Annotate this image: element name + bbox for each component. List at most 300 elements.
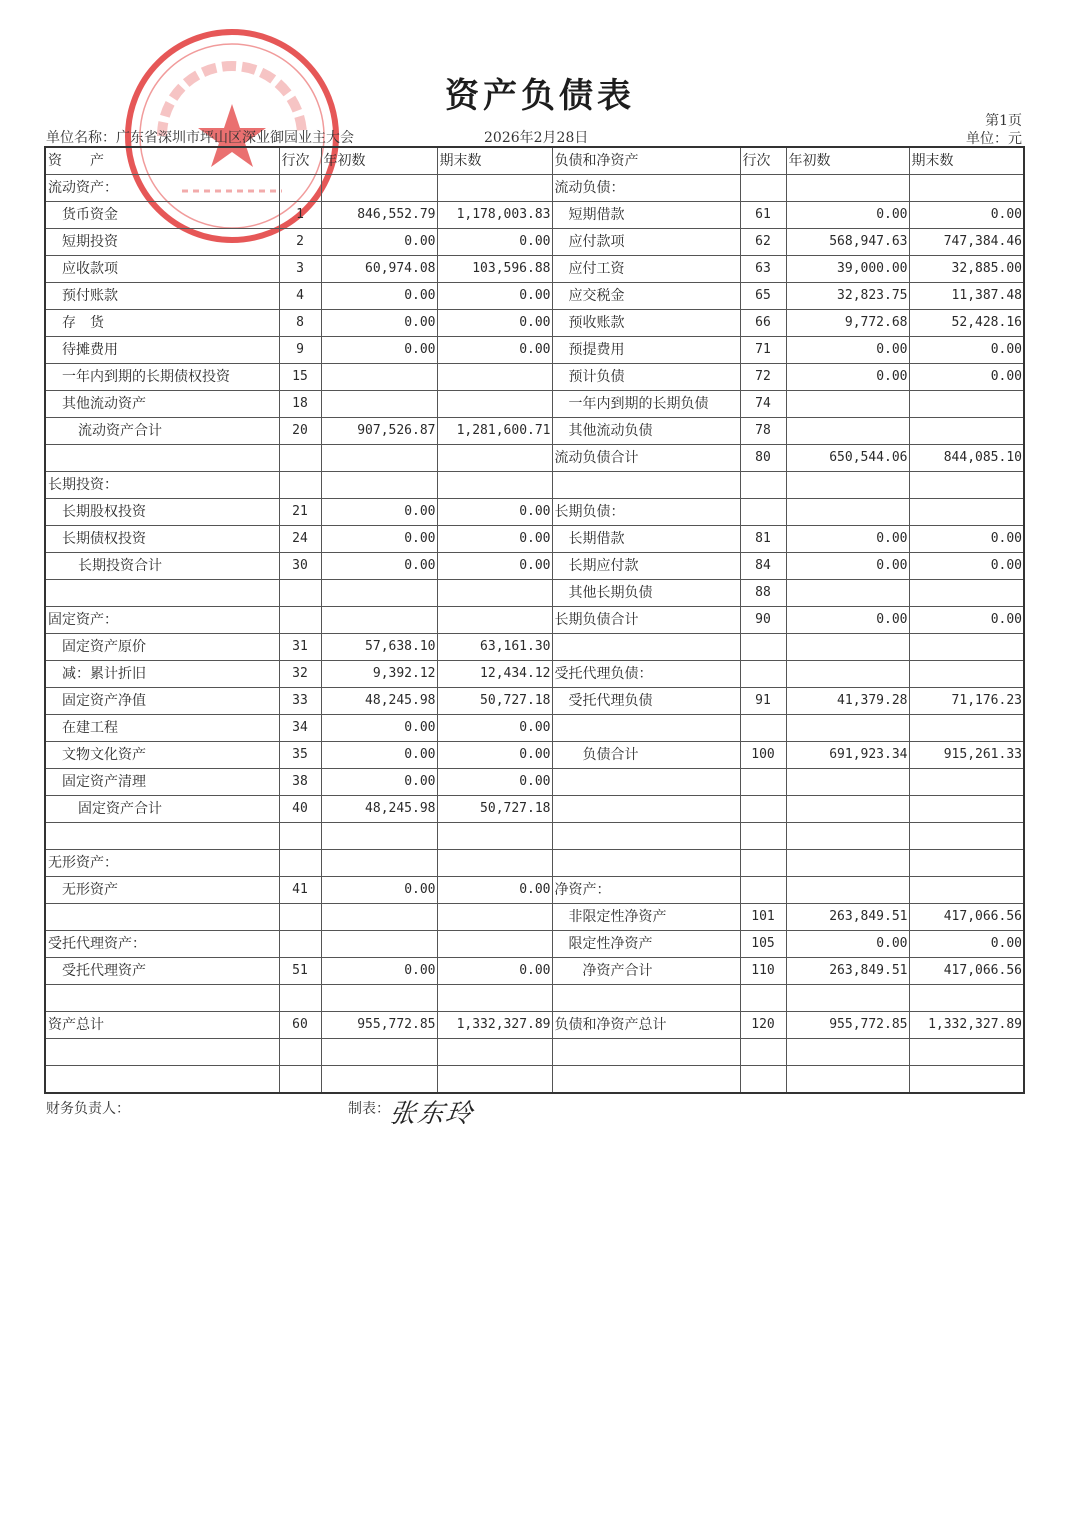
asset-item-label: 应收款项 [45,256,279,283]
line-number [279,931,321,958]
liability-item-label: 负债和净资产总计 [552,1012,740,1039]
line-number: 34 [279,715,321,742]
line-number: 78 [740,418,786,445]
line-number: 80 [740,445,786,472]
year-begin-amount [321,931,437,958]
period-end-amount [437,445,552,472]
line-number [279,580,321,607]
asset-item-label: 短期投资 [45,229,279,256]
line-number: 71 [740,337,786,364]
year-begin-amount [321,472,437,499]
year-begin-amount [786,796,909,823]
line-number [740,796,786,823]
year-begin-amount [786,823,909,850]
period-end-amount [437,607,552,634]
line-number: 66 [740,310,786,337]
header-assets: 资 产 [45,147,279,175]
year-begin-amount [321,580,437,607]
line-number [740,1039,786,1066]
period-end-amount: 1,332,327.89 [909,1012,1024,1039]
period-end-amount [909,715,1024,742]
year-begin-amount: 0.00 [786,931,909,958]
table-row [45,337,1024,364]
line-number [740,499,786,526]
period-end-amount: 0.00 [437,877,552,904]
year-begin-amount: 0.00 [321,877,437,904]
period-end-amount: 63,161.30 [437,634,552,661]
asset-item-label: 受托代理资产： [45,931,279,958]
period-end-amount: 0.00 [909,526,1024,553]
year-begin-amount [786,418,909,445]
period-end-amount [437,472,552,499]
asset-item-label [45,904,279,931]
table-row [45,553,1024,580]
liability-item-label: 短期借款 [552,202,740,229]
year-begin-amount [786,1066,909,1094]
table-row [45,904,1024,931]
year-begin-amount: 0.00 [321,526,437,553]
line-number: 100 [740,742,786,769]
year-begin-amount: 0.00 [321,310,437,337]
line-number: 15 [279,364,321,391]
table-body [45,175,1024,1094]
liability-item-label [552,823,740,850]
period-end-amount: 0.00 [437,526,552,553]
year-begin-amount [321,364,437,391]
period-end-amount: 103,596.88 [437,256,552,283]
line-number: 4 [279,283,321,310]
line-number [740,985,786,1012]
period-end-amount [437,391,552,418]
liability-item-label: 其他长期负债 [552,580,740,607]
period-end-amount: 0.00 [437,499,552,526]
line-number: 33 [279,688,321,715]
table-row [45,364,1024,391]
year-begin-amount: 0.00 [786,337,909,364]
line-number [740,715,786,742]
table-row [45,985,1024,1012]
line-number [279,445,321,472]
liability-item-label: 应付款项 [552,229,740,256]
finance-manager-label: 财务负责人： [46,1101,130,1117]
year-begin-amount [321,904,437,931]
table-row [45,715,1024,742]
table-row [45,499,1024,526]
year-begin-amount: 48,245.98 [321,796,437,823]
year-begin-amount [321,175,437,202]
line-number: 3 [279,256,321,283]
period-end-amount: 0.00 [437,715,552,742]
table-row [45,175,1024,202]
period-end-amount [437,904,552,931]
liability-item-label [552,715,740,742]
period-end-amount: 0.00 [909,607,1024,634]
table-row [45,1012,1024,1039]
line-number: 88 [740,580,786,607]
year-begin-amount [321,1066,437,1094]
liability-item-label: 净资产： [552,877,740,904]
asset-item-label: 长期投资合计 [45,553,279,580]
year-begin-amount [786,1039,909,1066]
year-begin-amount: 0.00 [786,553,909,580]
period-end-amount: 0.00 [909,202,1024,229]
liability-item-label: 受托代理负债： [552,661,740,688]
year-begin-amount: 0.00 [786,202,909,229]
period-end-amount: 12,434.12 [437,661,552,688]
year-begin-amount: 0.00 [321,283,437,310]
table-row [45,526,1024,553]
period-end-amount: 0.00 [909,364,1024,391]
liability-item-label: 预提费用 [552,337,740,364]
year-begin-amount: 955,772.85 [321,1012,437,1039]
line-number: 62 [740,229,786,256]
year-begin-amount [321,850,437,877]
year-begin-amount [321,391,437,418]
period-end-amount [437,364,552,391]
liability-item-label: 流动负债： [552,175,740,202]
line-number [279,823,321,850]
line-number [740,1066,786,1094]
year-begin-amount: 0.00 [786,526,909,553]
header-period-end-right: 期末数 [909,147,1024,175]
table-row [45,850,1024,877]
line-number: 81 [740,526,786,553]
table-row [45,742,1024,769]
header-line-no-right: 行次 [740,147,786,175]
liability-item-label: 一年内到期的长期负债 [552,391,740,418]
line-number: 21 [279,499,321,526]
asset-item-label: 在建工程 [45,715,279,742]
table-row [45,256,1024,283]
line-number: 2 [279,229,321,256]
period-end-amount: 0.00 [437,742,552,769]
period-end-amount: 417,066.56 [909,904,1024,931]
header-year-begin-right: 年初数 [786,147,909,175]
asset-item-label [45,445,279,472]
liability-item-label: 应付工资 [552,256,740,283]
period-end-amount: 0.00 [909,337,1024,364]
year-begin-amount [786,985,909,1012]
asset-item-label: 长期投资： [45,472,279,499]
line-number: 32 [279,661,321,688]
year-begin-amount [786,661,909,688]
header-period-end: 期末数 [437,147,552,175]
asset-item-label: 流动资产合计 [45,418,279,445]
period-end-amount [437,850,552,877]
period-end-amount [909,1066,1024,1094]
year-begin-amount [786,850,909,877]
line-number: 90 [740,607,786,634]
period-end-amount: 915,261.33 [909,742,1024,769]
liability-item-label [552,796,740,823]
period-end-amount [909,850,1024,877]
table-row [45,418,1024,445]
liability-item-label: 长期负债： [552,499,740,526]
year-begin-amount: 48,245.98 [321,688,437,715]
period-end-amount: 0.00 [437,229,552,256]
year-begin-amount: 263,849.51 [786,958,909,985]
asset-item-label: 资产总计 [45,1012,279,1039]
table-row [45,661,1024,688]
year-begin-amount [786,499,909,526]
year-begin-amount: 0.00 [321,715,437,742]
year-begin-amount: 0.00 [321,958,437,985]
line-number: 60 [279,1012,321,1039]
line-number: 9 [279,337,321,364]
asset-item-label: 长期债权投资 [45,526,279,553]
liability-item-label: 预计负债 [552,364,740,391]
line-number: 110 [740,958,786,985]
liability-item-label: 其他流动负债 [552,418,740,445]
period-end-amount [437,985,552,1012]
line-number: 24 [279,526,321,553]
asset-item-label: 待摊费用 [45,337,279,364]
line-number [279,175,321,202]
asset-item-label: 固定资产净值 [45,688,279,715]
liability-item-label [552,472,740,499]
period-end-amount [909,634,1024,661]
asset-item-label: 其他流动资产 [45,391,279,418]
period-end-amount: 0.00 [437,310,552,337]
year-begin-amount [321,823,437,850]
period-end-amount: 0.00 [437,958,552,985]
period-end-amount [909,418,1024,445]
period-end-amount [909,391,1024,418]
period-end-amount [909,472,1024,499]
period-end-amount [437,175,552,202]
period-end-amount: 0.00 [437,283,552,310]
liability-item-label [552,634,740,661]
table-row [45,445,1024,472]
currency-unit: 单位：元 [966,131,1022,147]
period-end-amount: 52,428.16 [909,310,1024,337]
period-end-amount [437,1066,552,1094]
asset-item-label: 存 货 [45,310,279,337]
line-number [279,1039,321,1066]
year-begin-amount: 0.00 [321,337,437,364]
period-end-amount [909,796,1024,823]
line-number [740,175,786,202]
year-begin-amount: 60,974.08 [321,256,437,283]
liability-item-label [552,850,740,877]
liability-item-label [552,985,740,1012]
liability-item-label: 流动负债合计 [552,445,740,472]
line-number: 1 [279,202,321,229]
liability-item-label: 非限定性净资产 [552,904,740,931]
period-end-amount: 1,281,600.71 [437,418,552,445]
period-end-amount: 71,176.23 [909,688,1024,715]
header-year-begin: 年初数 [321,147,437,175]
period-end-amount [909,580,1024,607]
year-begin-amount: 907,526.87 [321,418,437,445]
table-row [45,283,1024,310]
period-end-amount [437,931,552,958]
year-begin-amount: 57,638.10 [321,634,437,661]
line-number [279,1066,321,1094]
year-begin-amount [786,634,909,661]
table-row [45,769,1024,796]
page-number: 第1页 [985,113,1022,129]
liability-item-label: 预收账款 [552,310,740,337]
header-liabilities-net-assets-right: 负债和净资产 [552,147,740,175]
period-end-amount: 0.00 [437,337,552,364]
line-number: 84 [740,553,786,580]
liability-item-label: 长期借款 [552,526,740,553]
year-begin-amount [786,715,909,742]
period-end-amount [909,499,1024,526]
liability-item-label: 长期负债合计 [552,607,740,634]
period-end-amount [909,661,1024,688]
year-begin-amount [321,445,437,472]
table-row [45,607,1024,634]
line-number: 18 [279,391,321,418]
year-begin-amount: 0.00 [321,553,437,580]
table-row [45,796,1024,823]
line-number [740,661,786,688]
year-begin-amount: 39,000.00 [786,256,909,283]
year-begin-amount: 41,379.28 [786,688,909,715]
line-number: 61 [740,202,786,229]
period-end-amount: 50,727.18 [437,688,552,715]
table-row [45,931,1024,958]
report-date: 2026年2月28日 [484,130,589,146]
year-begin-amount: 9,392.12 [321,661,437,688]
period-end-amount: 32,885.00 [909,256,1024,283]
asset-item-label: 无形资产： [45,850,279,877]
liability-item-label: 净资产合计 [552,958,740,985]
year-begin-amount: 0.00 [786,364,909,391]
asset-item-label: 货币资金 [45,202,279,229]
line-number: 120 [740,1012,786,1039]
line-number [740,823,786,850]
period-end-amount [909,1039,1024,1066]
year-begin-amount: 568,947.63 [786,229,909,256]
document-title: 资产负债表 [445,76,635,116]
line-number: 65 [740,283,786,310]
asset-item-label: 固定资产合计 [45,796,279,823]
period-end-amount [437,580,552,607]
table-row [45,1039,1024,1066]
year-begin-amount: 846,552.79 [321,202,437,229]
line-number: 101 [740,904,786,931]
line-number: 51 [279,958,321,985]
table-row [45,472,1024,499]
year-begin-amount [321,985,437,1012]
asset-item-label [45,823,279,850]
table-row [45,310,1024,337]
period-end-amount [437,1039,552,1066]
year-begin-amount: 0.00 [321,499,437,526]
year-begin-amount: 9,772.68 [786,310,909,337]
asset-item-label: 流动资产： [45,175,279,202]
year-begin-amount [321,607,437,634]
line-number: 35 [279,742,321,769]
year-begin-amount: 0.00 [321,742,437,769]
line-number [279,985,321,1012]
year-begin-amount [786,580,909,607]
asset-item-label: 预付账款 [45,283,279,310]
year-begin-amount: 0.00 [321,229,437,256]
line-number [740,472,786,499]
asset-item-label: 一年内到期的长期债权投资 [45,364,279,391]
year-begin-amount: 691,923.34 [786,742,909,769]
period-end-amount: 0.00 [909,931,1024,958]
liability-item-label [552,1066,740,1094]
liability-item-label: 负债合计 [552,742,740,769]
asset-item-label [45,1039,279,1066]
asset-item-label: 文物文化资产 [45,742,279,769]
liability-item-label: 长期应付款 [552,553,740,580]
table-row [45,823,1024,850]
line-number [740,769,786,796]
header-line-no: 行次 [279,147,321,175]
table-header-row [45,147,1024,175]
prepared-by-label: 制表： [348,1101,390,1117]
line-number: 31 [279,634,321,661]
line-number [740,850,786,877]
unit-name: 单位名称：广东省深圳市坪山区深业御园业主大会 [46,130,354,146]
period-end-amount: 417,066.56 [909,958,1024,985]
asset-item-label: 受托代理资产 [45,958,279,985]
period-end-amount [437,823,552,850]
asset-item-label [45,580,279,607]
period-end-amount: 1,332,327.89 [437,1012,552,1039]
liability-item-label [552,769,740,796]
liability-item-label: 限定性净资产 [552,931,740,958]
line-number: 91 [740,688,786,715]
period-end-amount: 0.00 [437,553,552,580]
period-end-amount [909,823,1024,850]
line-number [279,904,321,931]
period-end-amount: 11,387.48 [909,283,1024,310]
year-begin-amount [786,769,909,796]
asset-item-label: 减：累计折旧 [45,661,279,688]
line-number: 63 [740,256,786,283]
table-row [45,391,1024,418]
period-end-amount: 844,085.10 [909,445,1024,472]
liability-item-label: 受托代理负债 [552,688,740,715]
asset-item-label [45,1066,279,1094]
year-begin-amount [786,175,909,202]
year-begin-amount: 650,544.06 [786,445,909,472]
asset-item-label: 无形资产 [45,877,279,904]
line-number: 40 [279,796,321,823]
year-begin-amount [786,877,909,904]
table-row [45,229,1024,256]
table-row [45,688,1024,715]
asset-item-label: 长期股权投资 [45,499,279,526]
table-row [45,634,1024,661]
period-end-amount: 50,727.18 [437,796,552,823]
line-number [740,877,786,904]
table-row [45,877,1024,904]
period-end-amount [909,769,1024,796]
year-begin-amount: 0.00 [321,769,437,796]
line-number: 74 [740,391,786,418]
line-number: 38 [279,769,321,796]
asset-item-label: 固定资产： [45,607,279,634]
period-end-amount: 747,384.46 [909,229,1024,256]
line-number: 30 [279,553,321,580]
year-begin-amount [786,472,909,499]
table-row [45,580,1024,607]
line-number [279,607,321,634]
table-row [45,1066,1024,1094]
year-begin-amount: 263,849.51 [786,904,909,931]
line-number: 20 [279,418,321,445]
year-begin-amount [786,391,909,418]
liability-item-label: 应交税金 [552,283,740,310]
